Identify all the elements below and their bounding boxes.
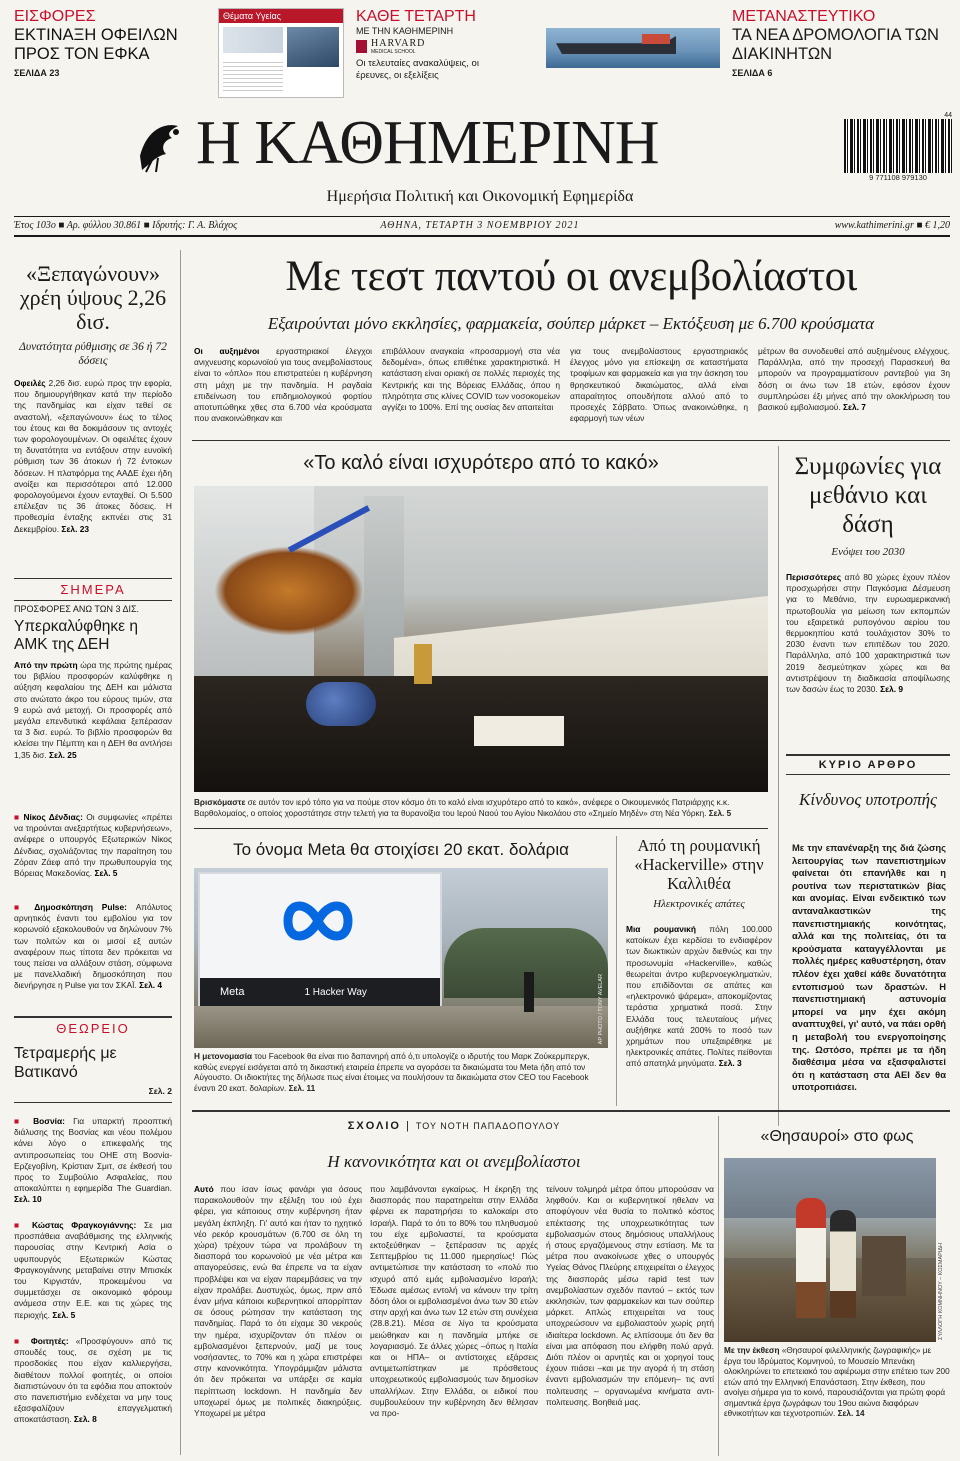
methane-text: από 80 χώρες έχουν πλέον προσχωρήσει στην Παγκόσμια Δέσμευση για το Μεθάνιο, την ευρωαμερικανική πρωτοβουλία για μείωση των εκπομπών του εξαιρετικά ρυπογόνου αερίου του θερμοκηπίου κατά τουλάχιστον 30% το 2030 έναντι των επιπέδων του 2020. Παράλληλα, από 100 χαρακτηριστικά των 2019 δεσμεύτηκαν χώρες και θα αντιστρέψουν τη διαδικασία αποψίλωσης των δασών έως το 2030.: [786, 572, 950, 695]
teaser-left[interactable]: [14, 8, 204, 78]
boat-cabin-shape: [642, 34, 670, 44]
brief-pulse-title: Δημοσκόπηση Pulse:: [34, 902, 127, 912]
column-headline[interactable]: Η κανονικότητα και οι ανεμβολίαστοι: [327, 1152, 581, 1171]
dateline-left: Έτος 103ο ■ Αρ. φύλλου 30.861 ■ Ιδρυτής: Γ. Α. Βλάχος: [14, 220, 238, 231]
brief-dendias-ref: Σελ. 5: [94, 868, 118, 879]
meta-sign-brand: Meta: [220, 986, 245, 998]
lead-lead: Οι αυξημένοι: [194, 346, 260, 356]
column-top-rule: [192, 1110, 950, 1112]
photo-story-bottom-rule: [194, 828, 768, 829]
methane-deck: Ενόψει του 2030: [831, 546, 905, 558]
brief-dendias[interactable]: ■ Νίκος Δένδιας: Οι συμφωνίες «πρέπει να τηρούνται ανεξαρτήτως κυβερνήσεων», ανέφερε ο υπουργός Εξωτερικών Νίκος Δένδιας, σχολιάζοντας την παραίτηση του Ζόραν Ζάεφ από την πρωθυπουργία της Βόρειας Μακεδονίας. Σελ. 5: [14, 812, 172, 879]
column-label-row: ΣΧΟΛΙΟ | ΤΟΥ ΝΟΤΗ ΠΑΠΑΔΟΠΟΥΛΟΥ: [347, 1120, 561, 1132]
photo-caption-lead: Βρισκόμαστε: [194, 798, 246, 807]
photo-caption-text: σε αυτόν τον ιερό τόπο για να πούμε στον κόσμο ότι το καλό είναι ισχυρότερο από το κακό», ανέφερε ο Οικουμενικός Πατριάρχης κ.κ. Βαρθολομαίος, ο οποίος χοροστάτησε στην τελετή για τα θυρανοίξια του Ιερού Ναού του Αγίου Νικολάου στο «Σημείο Μηδέν» στη Νέα Υόρκη.: [194, 798, 730, 818]
brief-pulse-text: Απόλυτος αρνητικός έναντι του εμβολίου για τον κορωνοϊό εξακολουθούν να δηλώνουν 7% των πολιτών και οι μισοί εξ αυτών αναφέρουν πως τίποτα δεν πρόκειται να τους πείσει να αλλάξουν στάση, σύμφωνα με πανελλαδική δημοσκόπηση που διενήργησε η Pulse για τον ΣΚΑΪ.: [14, 902, 172, 991]
meta-sign-photo[interactable]: [194, 868, 608, 1048]
column-col-3: τείνουν τολμηρά μέτρα όπου μπορούσαν να ληφθούν. Και οι κυβερνητικοί ηθελαν να αποφύγουν νέα θυσία το πολιτικό κόστος επέκτασης της υποχρεωτικότητας των εμβολιασμών στους δημόσιους υπαλλήλους ή στους εργαζόμενους στην εστίαση. Με τα μέτρα που ανακοίνωσε χθες ο υπουργός Υγείας Θάνος Πλεύρης επιχειρείται ο έλεγχος της διασποράς μέσω rapid test των ανεμβολίαστων σχεδόν παντού – εκτός των εκκλησιών, των φαρμακείων και των σούπερ μάρκετ. Απλώς επιχειρείται να τους υποχρεώσουν να εμβολιαστούν χωρίς ρητή ιδιαίτερα lockdown. Ας ελπίσουμε ότι δεν θα είναι μια απόφαση που ελήφθη πολύ αργά. Διότι πλέον οι αρνητές και οι χορηγοί τους έχουν πιάσει –και με την αγορά ή τη στάση έναντι εμβολιασμών την επόμενη– τις αντί πολιτευσης – οργανωμένα κινήματα αντι-πολιτευσης. Βοηθειά μας.: [546, 1184, 714, 1407]
brief-bosnia-ref: Σελ. 10: [14, 1194, 42, 1205]
debt-lead: Οφειλές: [14, 378, 46, 388]
brief-bosnia-text: Για υπαρκτή προοπτική διάλυσης της Βοσνίας και νέου πολέμου κάνει λόγο ο επικεφαλής της αντιπροσωπείας του ΟΗΕ στη Βοσνία-Ερζεγοβίνη, Κρίστιαν Σμιτ, σε έκθεσή του προς το Συμβούλιο Ασφαλείας, που αποκαλύπτει η εφημερίδα The Guardian.: [14, 1116, 172, 1194]
harvard-brand: HARVARD: [371, 38, 426, 49]
today-ref[interactable]: Σελ. 25: [48, 749, 77, 760]
harvard-shield-icon: [356, 40, 367, 53]
lead-headline[interactable]: Με τεστ παντού οι ανεμβολίαστοι: [285, 253, 857, 300]
debt-text: 2,26 δισ. ευρώ προς την εφορία, που δημιουργήθηκαν κατά την περίοδο της πανδημίας και είχαν τεθεί σε αναστολή, «ξεπαγώνουν» έως το τέλος του έτους και θα δοκιμάσουν τις αντοχές των φορολογουμένων. Οι οφειλέτες έχουν τη δυνατότητα να εντάξουν στην ευνοϊκή ρύθμιση των 36 άτοκων ή 72 έντοκων δόσεων. Η πλατφόρμα της ΑΑΔΕ έχει ήδη ανοίξει και περισσότεροι από 12.000 φορολογούμενοι έχουν ενταχθεί. Οι 5.500 επέλεξαν τις 36 άτοκες δόσεις. Η προθεσμία ένταξης εκπνέει στις 31 Δεκεμβρίου.: [14, 378, 172, 534]
masthead-title: Η ΚΑΘΗΜΕΡΙΝΗ: [196, 109, 659, 177]
theoreio-label: ΘΕΩΡΕΙΟ: [56, 1021, 130, 1036]
theoreio-ref[interactable]: Σελ. 2: [148, 1086, 172, 1096]
editorial-label: ΚΥΡΙΟ ΑΡΘΡΟ: [818, 759, 918, 771]
brief-students-title: Φοιτητές:: [30, 1336, 69, 1346]
teaser-right-headline: ΤΑ ΝΕΑ ΔΡΟΜΟΛΟΓΙΑ ΤΩΝ ΔΙΑΚΙΝΗΤΩΝ: [732, 26, 939, 63]
hackerville-headline[interactable]: Από τη ρουμανική «Hackerville» στην Καλλιθέα: [634, 836, 764, 893]
owl-logo-icon: [132, 112, 192, 174]
lead-col-4-text: μέτρων θα συνοδευθεί από αυξημένους ελέγχους. Παράλληλα, από την προσεχή Παρασκευή θα μπορούν να προγραμματίσουν ραντεβού για 3η δόση οι άνω των 18 ετών, εφόσον έχουν συμπληρώσει έξι μήνες από την ολοκλήρωση του βασικού εμβολιασμού.: [758, 346, 950, 413]
teaser-right-kicker: ΜΕΤΑΝΑΣΤΕΥΤΙΚΟ: [732, 8, 876, 25]
teaser-center[interactable]: [356, 8, 516, 82]
lead-col-4: [758, 346, 950, 434]
altar-table-shape: [474, 716, 564, 746]
hackerville-ref[interactable]: Σελ. 3: [718, 1058, 742, 1069]
barcode: [844, 112, 952, 186]
editorial-headline[interactable]: Κίνδυνος υποτροπής: [799, 790, 937, 809]
patriarch-ceremony-photo[interactable]: [194, 486, 768, 792]
meta-infinity-icon: [278, 896, 358, 946]
column-col-2: που λαμβάνονται εγκαίρως. Η έκρηξη της διασποράς που παρατηρείται στην Ελλάδα φέρνει εκ παρατηρήσει το καλοκαίρι στο Ισραήλ. Παρά το ότι το 80% του πληθυσμού του είχε εμβολιαστεί, τα κρούσματα εκτοξεύθηκαν – ξεπέρασαν τις αρχές Σεπτεμβρίου τις 11.000 ημερησίως! Πώς αντιμετώπισε την κατάσταση το «πολύ πιο ισχυρό από εμάς εμβολιασμένο Ισραήλ; Έδωσε αμέσως εντολή να κάνουν την τρίτη δόση όλοι οι εμβολιασμένοι άνω των 30 ετών στην αρχή και άνω των 12 ετών στη συνέχεια (28.8.21). Μέσα σε λίγο τα κρούσματα μειώθηκαν και η πανδημία μπήκε σε λογαριασμό. Σε άλλες χώρες –όπως η Ιταλία και οι ΗΠΑ– οι αντίστοιχες εξάρσεις αντιμετωπίστηκαν με πρόσθετους υποχρεωτικούς εμβολιασμούς των δημοσίων υπαλλήλων. Στην Ελλάδα, οι ειδικοί που συμβουλεύουν την κυβέρνηση δεν θέλησαν να προ-: [370, 1184, 538, 1419]
meta-caption-ref[interactable]: Σελ. 11: [288, 1083, 316, 1093]
magazine-title: Θέματα Υγείας: [219, 9, 343, 23]
treasures-caption-lead: Με την έκθεση: [724, 1346, 780, 1355]
teaser-right[interactable]: [732, 8, 952, 78]
theoreio-bottom-rule: [14, 1102, 172, 1103]
migrant-boat-photo[interactable]: [546, 28, 720, 68]
column-lead: Αυτό: [194, 1184, 214, 1194]
treasures-caption-ref[interactable]: Σελ. 14: [837, 1409, 865, 1418]
meta-headline[interactable]: Το όνομα Meta θα στοιχίσει 20 εκατ. δολάρια: [233, 840, 569, 859]
column-col-1: [194, 1184, 362, 1456]
today-body: [14, 660, 172, 808]
methane-headline[interactable]: Συμφωνίες για μεθάνιο και δάση: [794, 453, 942, 538]
lead-col-2: επιβάλλουν αναγκαία «προσαρμογή στα νέα δεδομένα», όπως επιθέτικε χαρακτηριστικά. Η κατάσταση είναι οριακή σε πολλές περιοχές της Κεντρικής και της Βόρειας Ελλάδας, όπου η πληρότητα στις κλίνες COVID των νοσοκομείων αγγίζει το 100%. Επί της ουσίας δεν απαιτείται: [382, 346, 560, 413]
brief-fragkogiannis[interactable]: ■ Κώστας Φραγκογιάννης: Σε μια προσπάθεια αναβάθμισης της ελληνικής παρουσίας στην Κεντρική Ασία ο υφυπουργός Εξωτερικών Κώστας Φραγκογιάννης μεταβαίνει στην Μπισκέκ του Κιργιστάν, προκειμένου να συμμετάσχει σε οικονομικό φόρουμ ανάμεσα στην Ε.Ε. και τις χώρες της περιοχής. Σελ. 5: [14, 1220, 172, 1320]
column-col-1-text: που ίσαν ίσως φανάρι για όσους παρακολουθούν την εξέλιξη του ιού έχει φέρει, για κάποιους στην κυβέρνηση ήταν μεγάλη έκπληξη. Γι' αυτό και ήταν το ηχητικό νέο ρεκόρ κρουσμάτων (6.700 σε όλη τη χώρα) τρέχουν τώρα να προλάβουν τη διασπορά του κορωνοϊού με νέα μέτρα και απαγορεύσεις, ενώ θα έπρεπε να τα είχαν προβλέψει και να είχαν παρεμβάσεις να την είχαν προλάβει. Δυστυχώς, όμως, πριν από έναν μήνα κάποιοι κυβερνητικοί απορρίπταν σε όσους ρώτησαν την κατάσταση της πανδημίας. Παρά το ότι είχαμε 30 νεκρούς την ημέρα, ισχυρίζονταν ότι πλέον οι εμβολιασμένοι ξεπερνούν, μαζί με τους νοσήσαντες, το 70% και η χώρα επιστρέφει στην κανονικότητα. Υπογράμμιζαν μάλιστα ότι δεν πρόκειται να υπάρξει σε καμία περίπτωση lockdown. Η πανδημία δεν υποχωρεί όμως με πολιτικές διακηρύξεις. Υποχωρεί με μέτρα: [194, 1184, 362, 1419]
philhellenic-painting[interactable]: [724, 1158, 936, 1342]
teaser-center-kicker: ΚΑΘΕ ΤΕΤΑΡΤΗ: [356, 8, 476, 25]
column-label: ΣΧΟΛΙΟ: [347, 1120, 401, 1132]
today-label-box: [14, 578, 172, 601]
brief-pulse-ref: Σελ. 4: [139, 980, 163, 991]
methane-body: [786, 572, 950, 742]
treasures-credit: ΣΥΛΛΟΓΗ ΚΟΜΝΗΝΟΥ – ΚΟΣΜΑΡΙΔΗ: [938, 1242, 944, 1340]
brief-bosnia[interactable]: ■ Βοσνία: Για υπαρκτή προοπτική διάλυσης της Βοσνίας και νέου πολέμου κάνει λόγο ο επικεφαλής της αντιπροσωπείας του ΟΗΕ στη Βοσνία-Ερζεγοβίνη, Κρίστιαν Σμιτ, σε έκθεσή του προς το Συμβούλιο Ασφαλείας, που αποκαλύπτει η εφημερίδα The Guardian. Σελ. 10: [14, 1116, 172, 1205]
treasures-divider: [718, 1116, 719, 1456]
treasures-headline[interactable]: «Θησαυροί» στο φως: [760, 1128, 914, 1145]
dateline-bottom-rule: [14, 235, 950, 237]
harvard-brand-sub: MEDICAL SCHOOL: [371, 49, 416, 55]
figure-2-shape: [830, 1210, 856, 1318]
meta-caption-text: του Facebook θα είναι πιο δαπανηρή από ό,τι υπολογίζε ο ιδρυτής του Μαρκ Ζούκερμπεργκ, καθώς ενεργεί εισάγεται από τη δικαστική εταιρεία έπρεπε να αγοράσει τα δικαιώματα του Meta ήδη από τον Αύγουστο. Οι ιδιοκτήτες της δήλωσε πως είναι έτοιμες να πουλήσουν τα δικαιώματα στον CEO του Facebook έναντι 20 εκατ. δολαρίων.: [194, 1052, 590, 1093]
hackerville-divider: [616, 836, 617, 1106]
barcode-bars: [844, 119, 952, 173]
magazine-lines: [223, 59, 283, 93]
brief-bosnia-title: Βοσνία:: [33, 1116, 65, 1126]
editorial-label-box: [786, 754, 950, 775]
teaser-center-desc: Οι τελευταίες ανακαλύψεις, οι έρευνες, οι εξελίξεις: [356, 58, 479, 81]
today-lead: Από την πρώτη: [14, 660, 78, 670]
methane-lead: Περισσότερες: [786, 572, 842, 582]
lead-col-1: [194, 346, 372, 434]
treasures-caption-text: «Θησαυροί φιλελληνικής ζωγραφικής» με έργα του Ιδρύματος Κομνηνού, το Μουσείο Μπενάκη ολοκληρώνει το επετειακό του αφιέρωμα στην επέτειο των 200 ετών από την Ελληνική Επανάσταση. Στην έκθεση, που ανοίγει σήμερα για το κοινό, παρουσιάζονται για πρώτη φορά σημαντικά έργα ζωγράφων του 19ου αιώνα διαφόρων εθνικοτήτων και τεχνοτροπιών.: [724, 1346, 950, 1418]
debt-headline[interactable]: «Ξεπαγώνουν» χρέη ύψους 2,26 δισ.: [19, 261, 167, 334]
today-text: ώρα της πρώτης ημέρας του βιβλίου προσφορών καλύφθηκε η αύξηση κεφαλαίου της ΔΕΗ και μάλιστα στο ανώτατο άκρο του εύρους τιμών, στα 9 ευρώ ανά μετοχή. Οι προσφορές από μεγάλα επενδυτικά κεφάλαια ξεπέρασαν τα 3 δισ. ευρώ. Το βιβλίο προσφορών θα κλείσει την Πέμπτη και η ΔΕΗ θα αντλήσει 1,35 δισ.: [14, 660, 172, 760]
brief-pulse[interactable]: ■ Δημοσκόπηση Pulse: Απόλυτος αρνητικός έναντι του εμβολίου για τον κορωνοϊό εξακολουθούν να δηλώνουν 7% των πολιτών και οι μισοί εξ αυτών αναφέρουν πως τίποτα δεν πρόκειται να τους πείσει να αλλάξουν στάση, σύμφωνα με πανελλαδική δημοσκόπηση που διενήργησε η Pulse για τον ΣΚΑΪ. Σελ. 4: [14, 902, 172, 991]
autumn-tree-shape: [214, 546, 364, 636]
barcode-number: 9 771108 979130: [869, 173, 927, 182]
debt-deck: Δυνατότητα ρύθμισης σε 36 ή 72 δόσεις: [19, 341, 167, 367]
meta-sign-address: 1 Hacker Way: [304, 986, 367, 998]
column-byline: ΤΟΥ ΝΟΤΗ ΠΑΠΑΔΟΠΟΥΛΟΥ: [415, 1121, 561, 1131]
brief-dendias-title: Νίκος Δένδιας:: [23, 812, 83, 822]
blue-equipment-shape: [306, 682, 376, 726]
meta-sign-strip: [200, 978, 440, 1006]
brief-fragkogiannis-text: Σε μια προσπάθεια αναβάθμισης της ελληνικής παρουσίας στην Κεντρική Ασία ο υφυπουργός Εξωτερικών Κώστας Φραγκογιάννης μεταβαίνει στην Μπισκέκ του Κιργιστάν, προκειμένου να συμμετάσχει σε οικονομικό φόρουμ ανάμεσα στην Ε.Ε. και τις χώρες της περιοχής.: [14, 1220, 172, 1320]
treasures-caption: [724, 1346, 950, 1452]
brief-dendias-text: Οι συμφωνίες «πρέπει να τηρούνται ανεξαρτήτως κυβερνήσεων», ανέφερε ο υπουργός Εξωτερικών Νίκος Δένδιας, σχολιάζοντας την παραίτηση του Ζόραν Ζάεφ από την πρωθυπουργία της Βόρειας Μακεδονίας.: [14, 812, 172, 879]
magazine-photo: [287, 27, 339, 67]
teaser-right-page: ΣΕΛΙΔΑ 6: [732, 68, 773, 78]
person-silhouette-shape: [524, 972, 534, 1012]
debt-body: [14, 378, 172, 570]
dateline-center: ΑΘΗΝΑ, ΤΕΤΑΡΤΗ 3 ΝΟΕΜΒΡΙΟΥ 2021: [380, 220, 580, 231]
right-column-divider: [778, 446, 779, 1126]
magazine-cover[interactable]: [218, 8, 344, 98]
theoreio-box: [14, 1016, 172, 1036]
methane-ref[interactable]: Σελ. 9: [880, 684, 904, 695]
theoreio-headline[interactable]: Τετραμερής με Βατικανό: [14, 1045, 117, 1081]
meta-photo-credit: AP PHOTO / TONY AVELAR: [598, 973, 604, 1044]
lead-bottom-rule: [192, 440, 950, 441]
teaser-left-page: ΣΕΛΙΔΑ 23: [14, 68, 60, 78]
barcode-issue: 44: [944, 112, 952, 119]
debt-ref[interactable]: Σελ. 23: [61, 523, 90, 534]
brief-students-ref: Σελ. 8: [73, 1414, 97, 1425]
meta-caption: [194, 1052, 608, 1096]
lead-col-1-text: εργαστηριακοί έλεγχοι ανιχνευσης κορωνοϊού για τους ανεμβολίαστους είναι το «όπλο» που επιστρατεύει η κυβέρνηση στη μάχη με την πανδημία. Η ραγδαία επιδείνωση του επιδημιολογικού φορτίου αποτυπώθηκε χθες στα 6.700 νέα κρούσματα που ανακοινώθηκαν και: [194, 346, 372, 424]
lead-col-3: για τους ανεμβολίαστους εργαστηριακός έλεγχος μόνο για επίσκεψη σε καταστήματα τροφίμων και φαρμακεία και για την άσκηση του θρησκευτικού δικαιώματος, αλλά είναι απαραίτητος οπουδήποτε αλλού από το προσεχές Σάββατο. Όπως ανακοινώθηκε, η εφαρμογή των νέων: [570, 346, 748, 424]
brief-students[interactable]: ■ Φοιτητές: «Προσφύγουν» από τις σπουδές τους, σε σχέση με τις προσδοκίες που είχαν καλλιεργήσει, διαθέτουν πολλοί φοιτητές, οι οποίοι διαπιστώνουν ότι τα εφόδια που αποκτούν στο πανεπιστήμιο ενδέχεται να μην τους εξασφαλίζουν επαγγελματική αποκατάσταση. Σελ. 8: [14, 1336, 172, 1425]
figure-1-shape: [796, 1198, 826, 1318]
dateline-right: www.kathimerini.gr ■ € 1,20: [834, 220, 950, 231]
left-column-divider: [180, 250, 181, 1455]
hackerville-body: [626, 924, 772, 1100]
hackerville-deck: Ηλεκτρονικές απάτες: [653, 898, 745, 910]
magazine-text-block: [223, 27, 283, 53]
meta-caption-lead: Η μετονομασία: [194, 1052, 253, 1061]
lead-deck: Εξαιρούνται μόνο εκκλησίες, φαρμακεία, σούπερ μάρκετ – Εκτόξευση με 6.700 κρούσματα: [267, 314, 875, 333]
ground-shape: [194, 1006, 608, 1048]
dateline-top-rule: [14, 216, 950, 217]
today-label: ΣΗΜΕΡΑ: [60, 582, 126, 597]
photo-story-headline[interactable]: «Το καλό είναι ισχυρότερο από το κακό»: [303, 452, 659, 474]
teaser-center-sub: ΜΕ ΤΗΝ ΚΑΘΗΜΕΡΙΝΗ: [356, 26, 454, 36]
editorial-body: Με την επανέναρξη της διά ζώσης λειτουργίας των πανεπιστημίων φαίνεται ότι επανήλθε και η ρουτίνα των περιστατικών βίας και ανομίας. Είναι ενδεικτικό των ανταναλκαστικών της πανεπιστημιακής κοινότητας, αλλά και της πολιτείας, ότι τα κρούσματα καταγγέλλονται με πολλές ημέρες καθυστέρηση, όταν πλέον έχει χαθεί κάθε δυνατότητα εντοπισμού των δραστών. Η πανεπιστημιακή αστυνομία μπορεί να μην έχει ακόμη αναπτυχθεί, γι' αυτό, να πάει ορθή η μεταβολή του ενεργοποίησης της. Ωστόσο, πρέπει με τα ήδη διαθέσιμα μέσα να εξασφαλιστεί ότι η κατάσταση στα ΑΕΙ δεν θα υποτροπιάσει.: [792, 842, 946, 1093]
today-kicker: ΠΡΟΣΦΟΡΕΣ ΑΝΩ ΤΩΝ 3 ΔΙΣ.: [14, 604, 140, 614]
hackerville-text: πόλη 100.000 κατοίκων έχει κερδίσει το ενδιαφέρον των διωκτικών αρχών διεθνώς και την προσωνυμία «Hackerville», καθώς θεωρείται άντρο κυβερνοεγκληματιών, που επιδίδονται σε απάτες και «ηλεκτρονικό ψάρεμα», αποκομίζοντας τεράστια χρηματικά ποσά. Στην Ελλάδα τους τελευταίους μήνες αυξήθηκε κατά 200% το ποσό των χρημάτων που υπεξαιρέθηκε με ηλεκτρονικές απάτες. Πολίτες πείθονται από απατηλά μηνύματα.: [626, 924, 772, 1069]
icon-stand-shape: [414, 644, 432, 684]
ruins-shape: [862, 1236, 906, 1296]
photo-caption-ref[interactable]: Σελ. 5: [708, 808, 732, 818]
lead-ref[interactable]: Σελ. 7: [843, 402, 866, 413]
teaser-left-kicker: ΕΙΣΦΟΡΕΣ: [14, 8, 96, 25]
teaser-left-headline: ΕΚΤΙΝΑΞΗ ΟΦΕΙΛΩΝ ΠΡΟΣ ΤΟΝ ΕΦΚΑ: [14, 26, 178, 63]
today-headline[interactable]: Υπερκαλύφθηκε η ΑΜΚ της ΔΕΗ: [14, 618, 139, 653]
hackerville-lead: Μια ρουμανική: [626, 924, 696, 934]
photo-story-caption: [194, 798, 768, 822]
masthead-tagline: Ημερήσια Πολιτική και Οικονομική Εφημερίδα: [326, 188, 634, 205]
brief-fragkogiannis-ref: Σελ. 5: [52, 1309, 76, 1320]
harvard-logo: [356, 38, 516, 55]
brief-students-text: «Προσφύγουν» από τις σπουδές τους, σε σχέση με τις προσδοκίες που είχαν καλλιεργήσει, διαθέτουν πολλοί φοιτητές, οι οποίοι διαπιστώνουν ότι τα εφόδια που αποκτούν στο πανεπιστήμιο ενδέχεται να μην τους εξασφαλίζουν επαγγελματική αποκατάσταση.: [14, 1336, 172, 1425]
brief-fragkogiannis-title: Κώστας Φραγκογιάννης:: [31, 1220, 137, 1230]
